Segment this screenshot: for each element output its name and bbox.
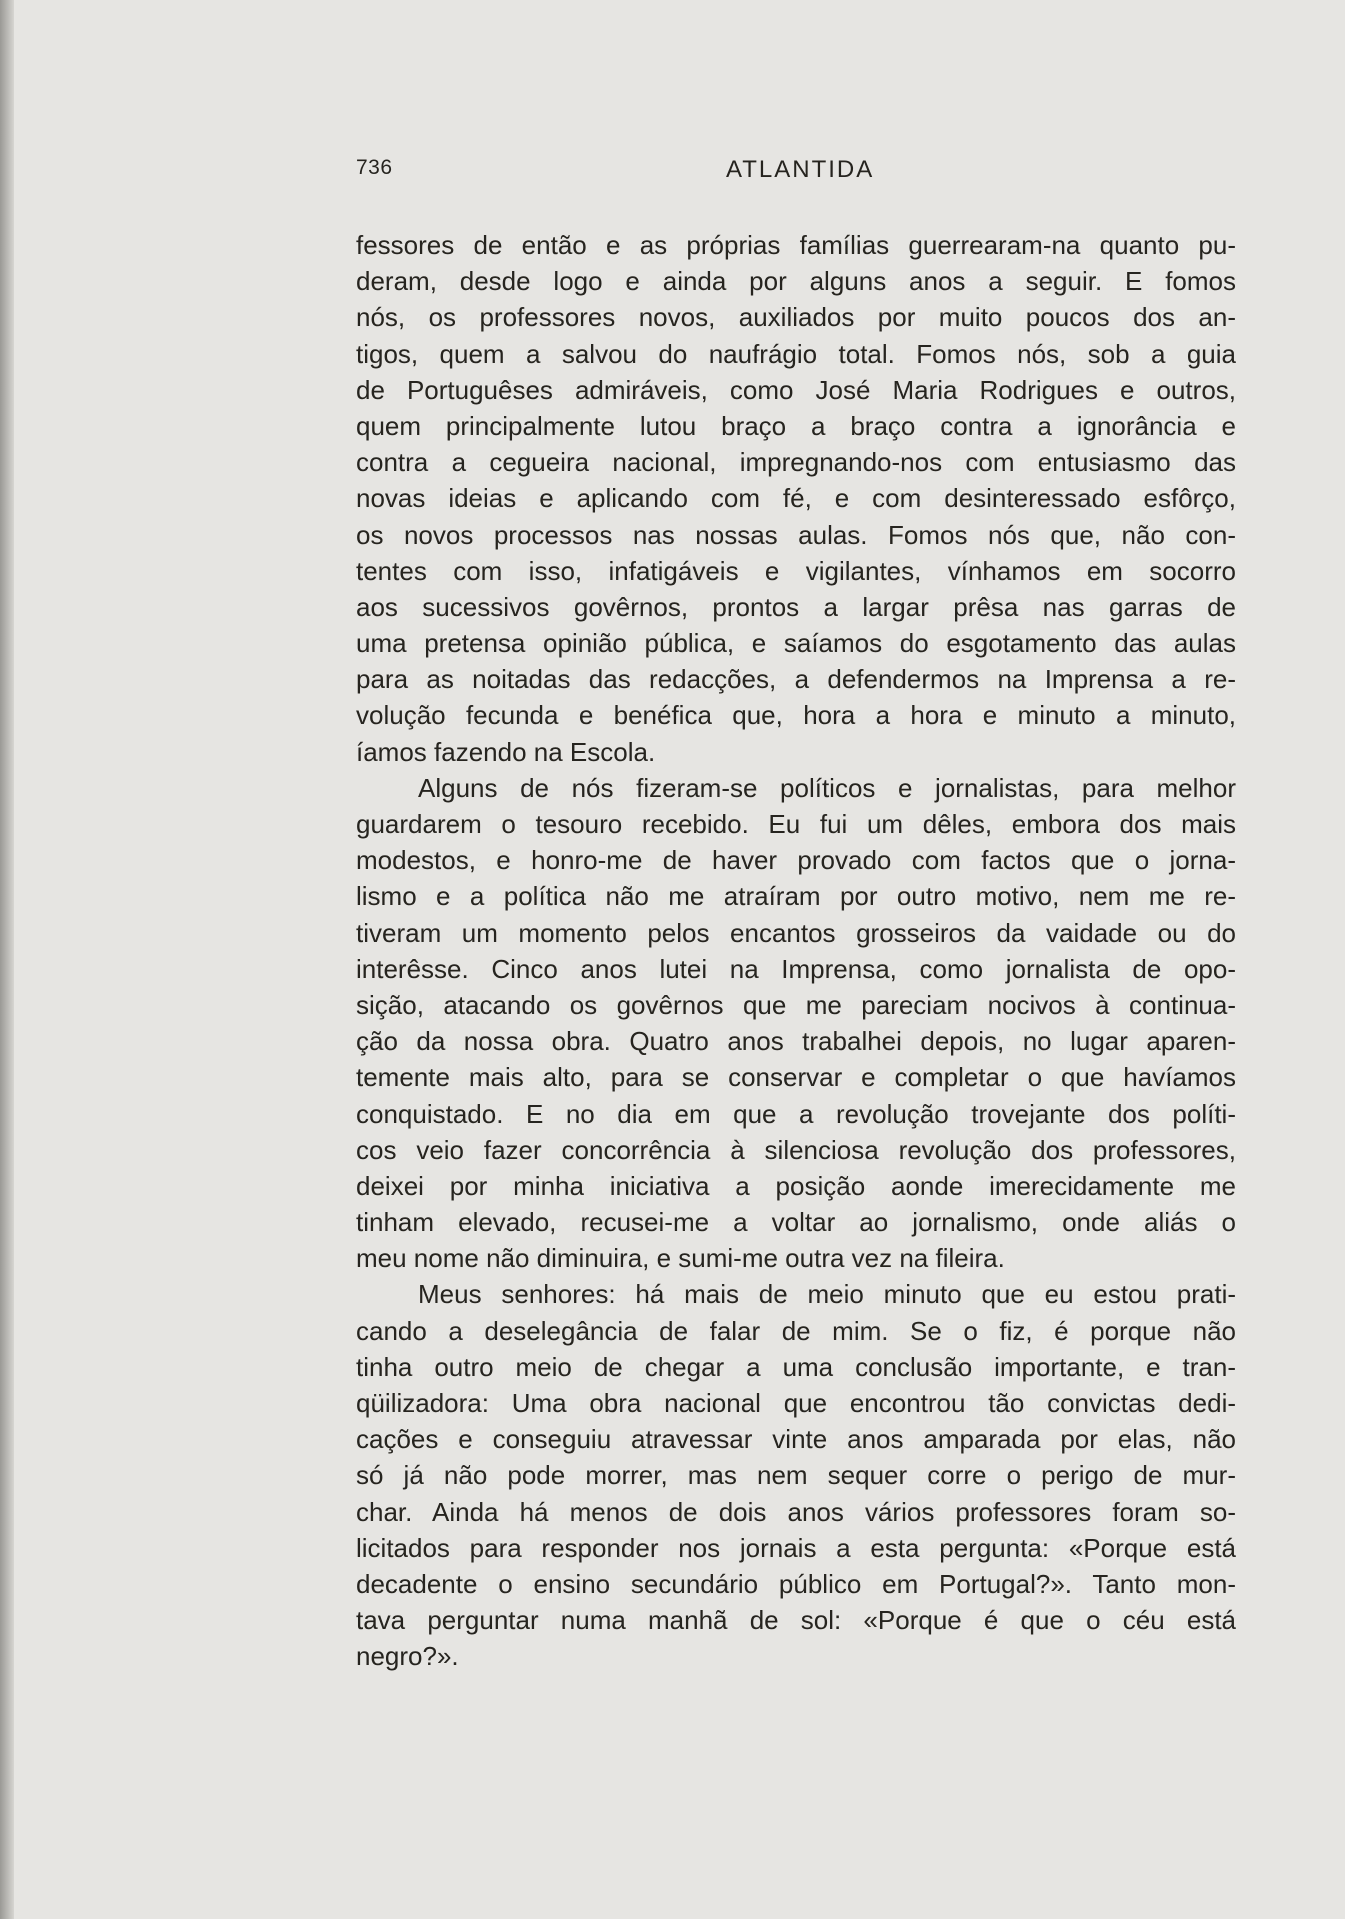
- text-line: volução fecunda e benéfica que, hora a hora e minuto a minuto,: [356, 700, 1236, 731]
- page-gutter: [0, 0, 14, 1919]
- text-line: só já não pode morrer, mas nem sequer corre o perigo de mur-: [356, 1460, 1236, 1491]
- text-line: tigos, quem a salvou do naufrágio total. Fomos nós, sob a guia: [356, 338, 1236, 369]
- text-line: os novos processos nas nossas aulas. Fomos nós que, não con-: [356, 519, 1236, 550]
- text-line: decadente o ensino secundário público em Portugal?». Tanto mon-: [356, 1568, 1236, 1599]
- text-line: tiveram um momento pelos encantos grosseiros da vaidade ou do: [356, 917, 1236, 948]
- text-line: Alguns de nós fizeram-se políticos e jornalistas, para melhor: [418, 772, 1236, 803]
- text-line: temente mais alto, para se conservar e completar o que havíamos: [356, 1062, 1236, 1093]
- text-line: negro?».: [356, 1641, 459, 1672]
- text-line: meu nome não diminuira, e sumi-me outra vez na fileira.: [356, 1243, 1005, 1274]
- text-line: cações e conseguiu atravessar vinte anos amparada por elas, não: [356, 1424, 1236, 1455]
- text-line: sição, atacando os govêrnos que me pareciam nocivos à continua-: [356, 989, 1236, 1020]
- text-line: modestos, e honro-me de haver provado com factos que o jorna-: [356, 845, 1236, 876]
- text-line: deram, desde logo e ainda por alguns anos a seguir. E fomos: [356, 266, 1236, 297]
- text-line: novas ideias e aplicando com fé, e com desinteressado esfôrço,: [356, 483, 1236, 514]
- text-line: tava perguntar numa manhã de sol: «Porque é que o céu está: [356, 1605, 1236, 1636]
- text-line: cando a deselegância de falar de mim. Se o fiz, é porque não: [356, 1315, 1236, 1346]
- text-line: char. Ainda há menos de dois anos vários professores foram so-: [356, 1496, 1236, 1527]
- text-line: tentes com isso, infatigáveis e vigilantes, vínhamos em socorro: [356, 555, 1236, 586]
- page-number: 736: [356, 156, 393, 179]
- text-line: cos veio fazer concorrência à silenciosa revolução dos professores,: [356, 1134, 1236, 1165]
- text-line: guardarem o tesouro recebido. Eu fui um dêles, embora dos mais: [356, 809, 1236, 839]
- body-text: [356, 227, 1236, 1675]
- text-line: conquistado. E no dia em que a revolução trovejante dos políti-: [356, 1098, 1236, 1129]
- text-line: contra a cegueira nacional, impregnando-nos com entusiasmo das: [356, 447, 1236, 478]
- text-line: nós, os professores novos, auxiliados por muito poucos dos an-: [356, 302, 1236, 333]
- text-line: para as noitadas das redacções, a defendermos na Imprensa a re-: [356, 664, 1236, 695]
- text-line: licitados para responder nos jornais a esta pergunta: «Porque está: [356, 1532, 1236, 1563]
- text-line: interêsse. Cinco anos lutei na Imprensa, como jornalista de opo-: [356, 953, 1236, 984]
- text-line: Meus senhores: há mais de meio minuto que eu estou prati-: [418, 1279, 1236, 1310]
- text-line: ção da nossa obra. Quatro anos trabalhei depois, no lugar aparen-: [356, 1026, 1236, 1057]
- text-line: quem principalmente lutou braço a braço contra a ignorância e: [356, 410, 1236, 441]
- text-line: aos sucessivos govêrnos, prontos a largar prêsa nas garras de: [356, 591, 1236, 622]
- text-line: uma pretensa opinião pública, e saíamos do esgotamento das aulas: [356, 628, 1236, 659]
- text-line: tinham elevado, recusei-me a voltar ao jornalismo, onde aliás o: [356, 1207, 1236, 1238]
- text-line: lismo e a política não me atraíram por outro motivo, nem me re-: [356, 881, 1236, 912]
- text-line: deixei por minha iniciativa a posição aonde imerecidamente me: [356, 1170, 1236, 1201]
- text-line: fessores de então e as próprias famílias guerrearam-na quanto pu-: [356, 230, 1236, 260]
- text-line: de Portuguêses admiráveis, como José Maria Rodrigues e outros,: [356, 374, 1236, 405]
- running-title: ATLANTIDA: [726, 156, 875, 183]
- text-line: qüilizadora: Uma obra nacional que encontrou tão convictas dedi-: [356, 1388, 1236, 1418]
- text-line: íamos fazendo na Escola.: [356, 736, 656, 767]
- page-header: [356, 156, 1236, 192]
- text-line: tinha outro meio de chegar a uma conclusão importante, e tran-: [356, 1351, 1236, 1382]
